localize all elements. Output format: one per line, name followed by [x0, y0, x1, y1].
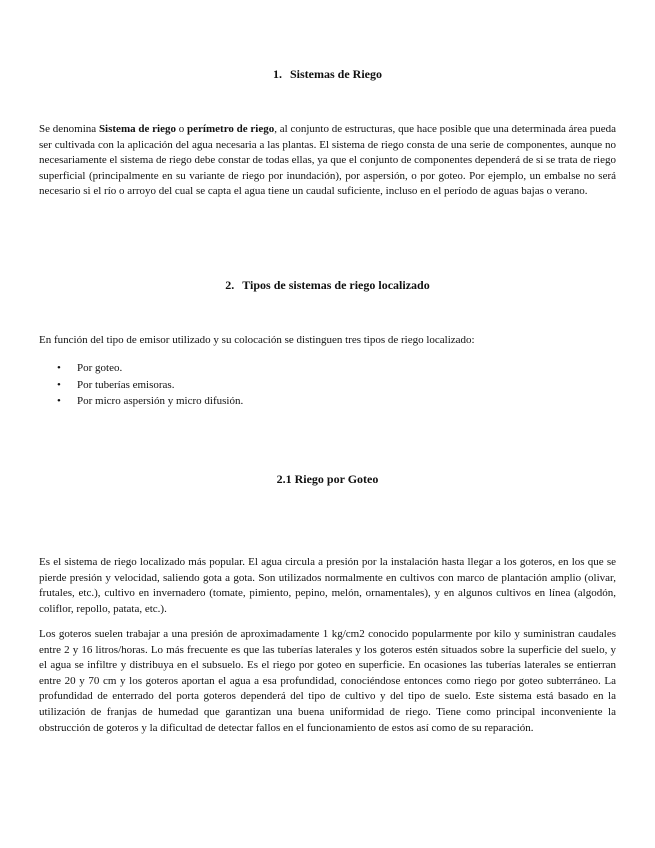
bullet-icon: • — [57, 362, 61, 374]
heading-riego-por-goteo — [0, 472, 655, 487]
bullet-icon: • — [57, 395, 61, 407]
list-item — [39, 360, 616, 377]
bold-term: Sistema de riego — [98, 123, 176, 135]
heading-title: Tipos de sistemas de riego localizado — [242, 278, 430, 292]
list-item-text: Por goteo. — [77, 362, 123, 374]
list-item-text: Por micro aspersión y micro difusión. — [77, 395, 244, 407]
heading-title: Sistemas de Riego — [290, 67, 382, 81]
riego-types-list — [39, 360, 616, 410]
heading-number: 2. — [225, 278, 235, 292]
paragraph-sistemas-de-riego — [39, 122, 616, 200]
list-item — [39, 377, 616, 394]
heading-tipos-de-riego — [0, 278, 655, 293]
heading-sistemas-de-riego — [0, 67, 655, 82]
bullet-icon: • — [57, 378, 61, 391]
text-run: , al conjunto de estructuras, que hace posible que una determinada área pueda ser cultivada con la aplicación del agua necesaria a las plantas. El sistema de riego consta de una serie de componentes, aunque no necesariamente el sistema de riego debe constar de todas ellas, ya que el conjunto de componentes dependerá de si se trata de riego superficial (principalmente en su variante de riego por inundación), por aspersión, o por goteo. Por ejemplo, un embalse no será necesario si el río o arroyo del cual se capta el agua tiene un caudal suficiente, incluso en el período de aguas bajas o verano. — [39, 123, 617, 198]
paragraph-goteo-1: Es el sistema de riego localizado más popular. El agua circula a presión por la instalación hasta llegar a los goteros, en los que se pierde presión y velocidad, saliendo gota a gota. Son utilizados normalmente en cultivos con marco de plantación amplio (olivar, frutales, etc.), cultivo en invernadero (tomate, pimiento, pepino, melón, ornamentales), y en algunos cultivos en línea (algodón, coliflor, repollo, patata, etc.). — [39, 556, 616, 615]
paragraph-goteo-2: Los goteros suelen trabajar a una presión de aproximadamente 1 kg/cm2 conocido popularmente por kilo y suministran caudales entre 2 y 16 litros/horas. Lo más frecuente es que las tuberías laterales y los goteros estén situados sobre la superficie del suelo, y el agua se infiltre y distribuya en el subsuelo. Es el riego por goteo en superficie. En ocasiones las tuberías laterales se entierran entre 20 y 70 cm y los goteros aportan el agua a esa profundidad, conociéndose entonces como riego por goteo subterráneo. La profundidad de enterrado del porta goteros dependerá del tipo de cultivo y del tipo de suelo. Este sistema está basado en la utilización de franjas de humedad que garantizan una buena uniformidad de riego. Tiene como principal inconveniente la obstrucción de goteros y la dificultad de detectar fallos en el funcionamiento de estos así como de su reparación. — [39, 628, 616, 734]
heading-title: 2.1 Riego por Goteo — [276, 472, 379, 486]
text-run: Se denomina — [39, 123, 99, 135]
list-item-text: Por tuberías emisoras. — [77, 378, 175, 391]
bold-term: perímetro de riego — [187, 123, 275, 135]
paragraph-tipos-intro: En función del tipo de emisor utilizado y su colocación se distinguen tres tipos de riego localizado: — [39, 334, 475, 346]
text-run: o — [175, 123, 188, 135]
heading-number: 1. — [273, 67, 282, 81]
list-item — [39, 393, 616, 410]
